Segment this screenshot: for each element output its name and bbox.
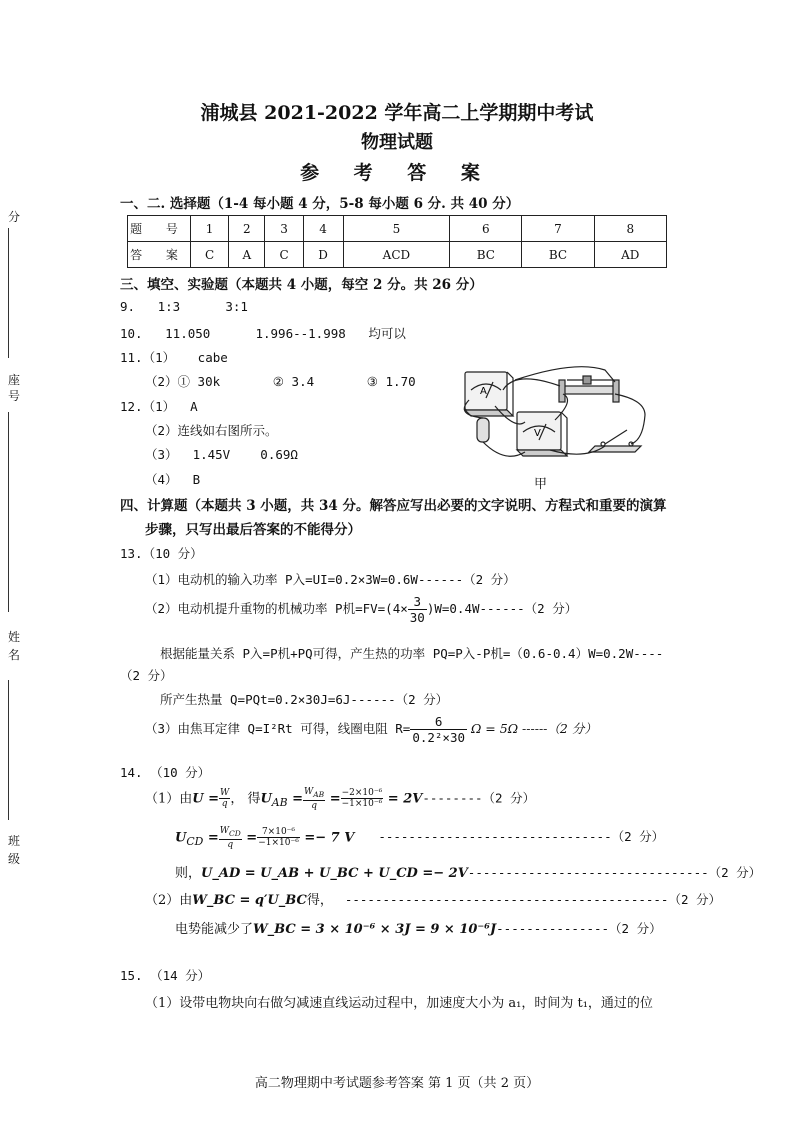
numerator — [303, 787, 325, 801]
denominator: −1×10⁻⁶ — [341, 799, 383, 810]
text: -------------------------------（2 分） — [378, 829, 665, 845]
formula: W_BC = 3 × 10⁻⁶ × 3J = 9 × 10⁻⁶J — [253, 922, 497, 937]
fraction — [219, 788, 230, 809]
subscript: CD — [229, 828, 241, 838]
subscript: AB — [313, 789, 325, 799]
numerator: −2×10⁻⁶ — [341, 788, 383, 799]
text: --------------------------------（2 分） — [467, 865, 762, 880]
denominator: −1×10⁻⁶ — [258, 838, 299, 849]
text: W — [219, 826, 229, 836]
text: W — [304, 787, 314, 797]
table-cell: ACD — [343, 242, 450, 268]
denominator: q — [311, 800, 317, 811]
text: ---------------（2 分） — [496, 921, 662, 936]
q14-line4 — [145, 889, 721, 908]
fraction — [257, 827, 300, 848]
table-row — [128, 216, 667, 242]
table-cell: 8 — [594, 216, 666, 242]
text: -------------------------------------------（2 分） — [344, 892, 722, 907]
q13-line2 — [145, 594, 577, 625]
section-calc-heading-cont: 步骤，只写出最后答案的不能得分） — [145, 522, 361, 538]
numerator: W — [220, 788, 230, 799]
table-cell: AD — [594, 242, 666, 268]
text: 则， — [175, 866, 202, 881]
margin-line — [8, 228, 9, 358]
subscript: CD — [186, 835, 204, 848]
text: 电势能减少了 — [175, 922, 254, 937]
q13-line2-tail: )W=0.4W------（2 分） — [426, 601, 578, 616]
numerator: 6 — [410, 714, 467, 730]
table-cell: 7 — [522, 216, 594, 242]
text: 得， — [306, 893, 333, 908]
fraction — [303, 787, 325, 811]
fraction — [219, 826, 242, 850]
formula: = — [241, 830, 258, 846]
q14-heading: 14. （10 分） — [120, 765, 211, 780]
voltmeter-symbol: V — [534, 428, 541, 439]
fraction — [408, 594, 427, 625]
text: --------（2 分） — [422, 790, 536, 806]
answer-key-title: 参 考 答 案 — [300, 162, 494, 184]
fraction — [410, 714, 467, 745]
margin-label-class: 班级 — [8, 834, 21, 866]
answer-q9: 9. 1:3 3:1 — [120, 299, 248, 314]
formula: = — [203, 830, 219, 846]
margin-label-fen: 分 — [8, 210, 21, 224]
table-cell: C — [265, 242, 303, 268]
table-cell: C — [191, 242, 229, 268]
answer-q12-4: （4） B — [145, 472, 201, 487]
table-cell: 2 — [229, 216, 265, 242]
q14-line3 — [175, 862, 761, 881]
q13-line5-tail: Ω = 5Ω ------（2 分） — [467, 721, 597, 736]
q13-line3-tail: （2 分） — [120, 668, 173, 683]
section-fill-heading: 三、填空、实验题（本题共 4 小题，每空 2 分。共 26 分） — [120, 277, 483, 293]
table-cell: D — [303, 242, 343, 268]
exam-subject: 物理试题 — [361, 132, 433, 153]
answer-q12-3: （3） 1.45V 0.69Ω — [145, 447, 298, 462]
denominator: 30 — [409, 610, 425, 625]
margin-line — [8, 412, 9, 612]
section-calc-heading: 四、计算题（本题共 3 小题，共 34 分。解答应写出必要的文字说明、方程式和重要的演算 — [120, 498, 667, 514]
table-header-cell: 题 号 — [128, 216, 191, 242]
table-cell: 4 — [303, 216, 343, 242]
margin-label-seat: 座号 — [8, 373, 21, 403]
formula: W_BC = q′U_BC — [192, 893, 307, 908]
margin-label-name: 姓名 — [8, 630, 21, 662]
q13-line5 — [145, 714, 597, 745]
page-footer: 高二物理期中考试题参考答案 第 1 页（共 2 页） — [254, 1076, 540, 1091]
q13-line3: 根据能量关系 P入=P机+PQ可得，产生热的功率 PQ=P入-P机=（0.6-0.4）W=0.2W---- — [160, 646, 664, 661]
q13-line4: 所产生热量 Q=PQt=0.2×30J=6J------（2 分） — [160, 692, 449, 707]
formula: = 2V — [383, 791, 423, 807]
answer-q11-2: （2）① 30k ② 3.4 ③ 1.70 — [145, 374, 416, 389]
numerator — [219, 826, 242, 840]
q14-line1 — [145, 787, 535, 811]
formula: = — [325, 791, 341, 807]
formula: U — [175, 830, 187, 846]
table-cell: 6 — [450, 216, 522, 242]
q13-line5-text: （3）由焦耳定律 Q=I²Rt 可得，线圈电阻 R= — [145, 721, 411, 736]
text: ， 得 — [230, 791, 261, 807]
formula: =− 7 V — [299, 830, 355, 846]
figure-caption: 甲 — [534, 477, 548, 492]
q15-heading: 15. （14 分） — [120, 968, 211, 983]
exam-title: 浦城县 2021-2022 学年高二上学期期中考试 — [200, 102, 594, 124]
section-choice-heading: 一、二. 选择题（1-4 每小题 4 分，5-8 每小题 6 分. 共 40 分） — [120, 196, 520, 212]
subscript: AB — [271, 796, 288, 809]
fraction — [341, 788, 384, 809]
table-cell: BC — [522, 242, 594, 268]
circuit-diagram — [455, 360, 655, 465]
formula: U = — [192, 791, 220, 807]
numerator: 7×10⁻⁶ — [257, 827, 300, 838]
text: （1）由 — [145, 791, 193, 807]
table-header-cell: 答 案 — [128, 242, 191, 268]
answer-table — [127, 215, 667, 268]
text: （2）由 — [145, 893, 193, 908]
q14-line5 — [175, 918, 662, 937]
answer-q12-1: 12.（1） A — [120, 399, 198, 414]
answer-q10: 10. 11.050 1.996--1.998 均可以 — [120, 326, 406, 341]
margin-line — [8, 680, 9, 820]
q15-line1: （1）设带电物块向右做匀减速直线运动过程中，加速度大小为 a₁，时间为 t₁，通过的位 — [145, 996, 653, 1011]
q14-line2 — [175, 826, 664, 850]
denominator: 0.2²×30 — [412, 730, 465, 745]
table-row — [128, 242, 667, 268]
ammeter-symbol: A — [480, 386, 487, 397]
table-cell: 1 — [191, 216, 229, 242]
q13-heading: 13.（10 分） — [120, 546, 203, 561]
table-cell: BC — [450, 242, 522, 268]
formula: = — [287, 791, 303, 807]
answer-q11-1: 11.（1） cabe — [120, 350, 228, 365]
denominator: q — [227, 839, 234, 850]
table-cell: 3 — [265, 216, 303, 242]
formula: U — [260, 791, 272, 807]
q13-line1: （1）电动机的输入功率 P入=UI=0.2×3W=0.6W------（2 分） — [145, 572, 516, 587]
q13-line2-text: （2）电动机提升重物的机械功率 P机=FV=(4× — [145, 601, 408, 616]
numerator: 3 — [408, 594, 427, 610]
table-cell: A — [229, 242, 265, 268]
denominator: q — [221, 799, 228, 810]
formula: U_AD = U_AB + U_BC + U_CD =− 2V — [201, 866, 468, 881]
table-cell: 5 — [343, 216, 450, 242]
answer-q12-2: （2）连线如右图所示。 — [145, 423, 278, 438]
